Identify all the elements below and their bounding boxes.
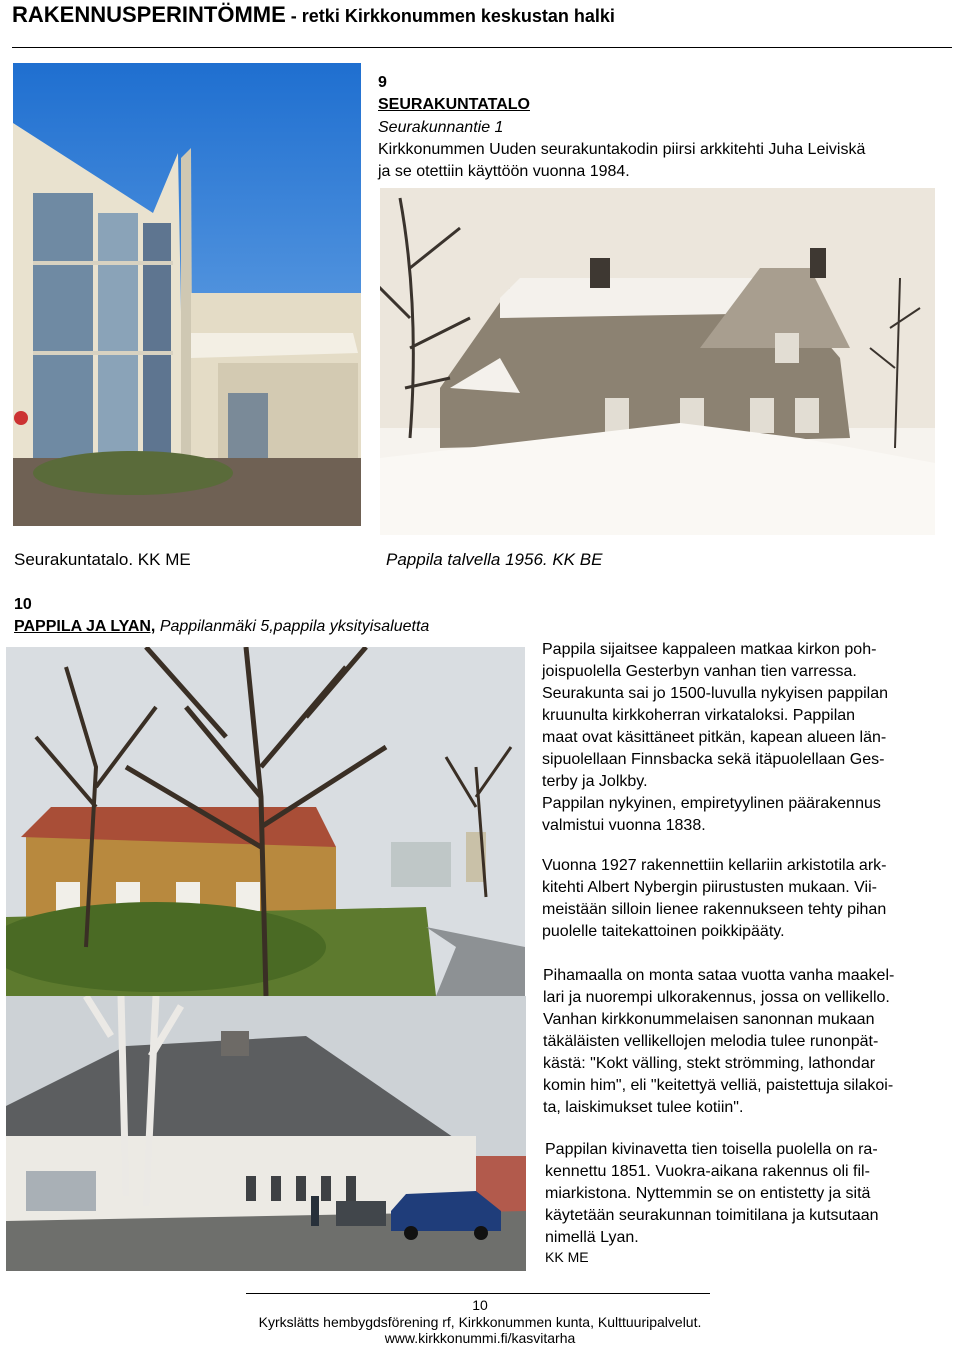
- section9-desc-line2: ja se otettiin käyttöön vuonna 1984.: [378, 163, 630, 180]
- body-p2-line: Vuonna 1927 rakennettiin kellariin arkistotila ark-: [542, 857, 887, 874]
- body-p1-line: kruunulta kirkkoherran virkataloksi. Pappilan: [542, 707, 856, 724]
- body-p4-line: kennettu 1851. Vuokra-aikana rakennus oli fil-: [545, 1163, 870, 1180]
- body-p1-line: Seurakunta sai jo 1500-luvulla nykyisen pappilan: [542, 685, 888, 702]
- body-p3-line: Pihamaalla on monta sataa vuotta vanha maakel-: [543, 967, 895, 984]
- body-p3-line: lari ja nuorempi ulkorakennus, jossa on vellikello.: [543, 989, 890, 1006]
- caption-photo2: Pappila talvella 1956. KK BE: [386, 550, 603, 569]
- body-p3-line: komin him", eli "keitettyä velliä, paistettuja silakoi-: [543, 1077, 894, 1094]
- body-p3-line: ta, laiskimukset tulee kotiin".: [543, 1099, 744, 1116]
- section9-address: Seurakunnantie 1: [378, 119, 504, 136]
- body-p2-line: meistään silloin lienee rakennukseen tehty pihan: [542, 901, 887, 918]
- body-p4-line: käytetään seurakunnan toimitilana ja kutsutaan: [545, 1207, 879, 1224]
- body-p1-line: Pappilan nykyinen, empiretyylinen päärakennus: [542, 795, 881, 812]
- body-paragraph-4: [545, 1139, 879, 1249]
- body-credit: KK ME: [545, 1249, 589, 1265]
- section9-desc-line1: Kirkkonummen Uuden seurakuntakodin piirsi arkkitehti Juha Leiviskä: [378, 141, 866, 158]
- footer-page-number: 10: [472, 1297, 488, 1313]
- body-p3-line: täkäläisten vellikellojen melodia tulee runonpät-: [543, 1033, 879, 1050]
- body-paragraph-3: [543, 965, 894, 1119]
- body-p1-line: joispuolella Gesterbyn vanhan tien varressa.: [542, 663, 857, 680]
- caption-photo1: Seurakuntatalo. KK ME: [14, 550, 191, 569]
- body-p2-line: kitehti Albert Nybergin piirustusten mukaan. Vii-: [542, 879, 877, 896]
- body-p4-line: Pappilan kivinavetta tien toisella puolella on ra-: [545, 1141, 878, 1158]
- photo-lyan: [6, 996, 526, 1271]
- header-title-sub: - retki Kirkkonummen keskustan halki: [285, 6, 615, 26]
- body-paragraph-2: [542, 855, 886, 943]
- footer-rule: [246, 1293, 710, 1294]
- body-p1-line: maat ovat käsittäneet pitkän, kapean alueen län-: [542, 729, 887, 746]
- photo-pappila: [6, 647, 525, 996]
- header-title-main: RAKENNUSPERINTÖMME: [12, 2, 286, 27]
- section10-heading: [14, 616, 429, 638]
- section10-number: 10: [14, 596, 32, 613]
- photo-seurakuntatalo: [13, 63, 361, 526]
- footer-line2: www.kirkkonummi.fi/kasvitarha: [384, 1330, 576, 1346]
- body-p2-line: puolelle taitekattoinen poikkipääty.: [542, 923, 785, 940]
- body-p3-line: kästä: "Kokt välling, stekt strömming, lathondar: [543, 1055, 876, 1072]
- section10-address: Pappilanmäki 5,pappila yksityisaluetta: [155, 618, 430, 635]
- body-p1-line: Pappila sijaitsee kappaleen matkaa kirkon poh-: [542, 641, 877, 658]
- body-p4-line: miarkistona. Nyttemmin se on entistetty ja sitä: [545, 1185, 871, 1202]
- photo-pappila-1956: [380, 188, 935, 535]
- body-p1-line: valmistui vuonna 1838.: [542, 817, 706, 834]
- body-p3-line: Vanhan kirkkonummelaisen sanonnan mukaan: [543, 1011, 875, 1028]
- footer-line1: Kyrkslätts hembygdsförening rf, Kirkkonummen kunta, Kulttuuripalvelut.: [258, 1314, 702, 1330]
- body-p1-line: terby ja Jolkby.: [542, 773, 648, 790]
- body-p4-line: nimellä Lyan.: [545, 1229, 639, 1246]
- section9-number: 9: [378, 74, 387, 91]
- header-rule: [12, 47, 952, 48]
- section9-title: SEURAKUNTATALO: [378, 96, 530, 113]
- body-p1-line: sipuolellaan Finnsbacka sekä itäpuolellaan Ges-: [542, 751, 885, 768]
- body-paragraph-1: [542, 639, 888, 837]
- section10-title: PAPPILA JA LYAN,: [14, 618, 156, 635]
- page-header: [12, 2, 615, 28]
